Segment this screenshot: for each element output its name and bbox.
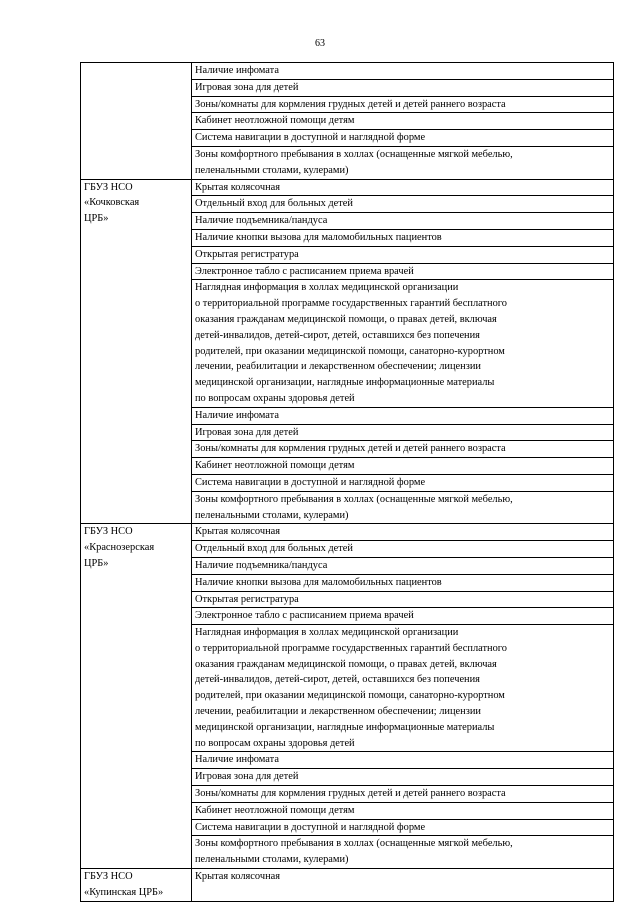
facility-item-cell <box>192 63 614 80</box>
facility-item-text: Крытая колясочная <box>195 526 281 538</box>
organization-name-line: ГБУЗ НСО <box>84 181 133 193</box>
facility-item-text: Открытая регистратура <box>195 248 299 260</box>
facility-item-text: Система навигации в доступной и наглядной форме <box>195 476 426 488</box>
facility-item-cell <box>192 229 614 246</box>
facility-item-text: оказания гражданам медицинской помощи, о правах детей, включая <box>195 313 497 325</box>
facility-item-cell <box>192 869 614 902</box>
organization-cell <box>81 179 192 524</box>
facilities-table-body <box>81 63 614 902</box>
facility-item-text: детей-инвалидов, детей-сирот, детей, оставшихся без попечения <box>195 674 480 686</box>
facility-item-text: Игровая зона для детей <box>195 771 299 783</box>
facility-item-text: Наглядная информация в холлах медицинской организации <box>195 627 459 639</box>
table-row <box>81 869 614 902</box>
facilities-table <box>80 62 614 902</box>
organization-name-line: ЦРБ» <box>84 557 109 569</box>
facility-item-text: Кабинет неотложной помощи детям <box>195 804 355 816</box>
facility-item-text: Электронное табло с расписанием приема врачей <box>195 610 414 622</box>
facility-item-cell <box>192 196 614 213</box>
facility-item-text: Наличие инфомата <box>195 65 279 76</box>
facility-item-cell <box>192 819 614 836</box>
facility-item-cell <box>192 625 614 752</box>
facility-item-cell <box>192 458 614 475</box>
facility-item-text: Зоны комфортного пребывания в холлах (оснащенные мягкой мебелью, <box>195 493 513 505</box>
facility-item-cell <box>192 79 614 96</box>
facility-item-text: Зоны/комнаты для кормления грудных детей и детей раннего возраста <box>195 788 506 800</box>
facility-item-text: пеленальными столами, кулерами) <box>195 164 349 176</box>
facility-item-cell <box>192 179 614 196</box>
facility-item-text: медицинской организации, наглядные информационные материалы <box>195 377 495 389</box>
facility-item-text: Кабинет неотложной помощи детям <box>195 115 355 127</box>
facility-item-text: Наличие кнопки вызова для маломобильных пациентов <box>195 576 442 588</box>
facility-item-cell <box>192 574 614 591</box>
facility-item-text: Крытая колясочная <box>195 181 281 193</box>
facility-item-text: оказания гражданам медицинской помощи, о правах детей, включая <box>195 658 497 670</box>
facility-item-text: Электронное табло с расписанием приема врачей <box>195 265 414 277</box>
facility-item-text: Зоны комфортного пребывания в холлах (оснащенные мягкой мебелью, <box>195 148 513 160</box>
table-row <box>81 63 614 80</box>
facility-item-text: родителей, при оказании медицинской помощи, санаторно-курортном <box>195 345 505 357</box>
facility-item-text: лечении, реабилитации и лекарственном обеспечении; лицензии <box>195 706 481 718</box>
organization-cell <box>81 524 192 869</box>
facility-item-text: Система навигации в доступной и наглядной форме <box>195 132 426 144</box>
facility-item-text: Зоны/комнаты для кормления грудных детей и детей раннего возраста <box>195 98 506 110</box>
organization-cell <box>81 869 192 902</box>
facility-item-text: о территориальной программе государственных гарантий бесплатного <box>195 298 507 310</box>
facility-item-text: пеленальными столами, кулерами) <box>195 854 349 866</box>
facility-item-text: Отдельный вход для больных детей <box>195 198 353 210</box>
organization-name-line: ГБУЗ НСО <box>84 871 133 883</box>
facility-item-text: Игровая зона для детей <box>195 81 299 93</box>
facility-item-text: Наглядная информация в холлах медицинской организации <box>195 282 459 294</box>
facility-item-text: медицинской организации, наглядные информационные материалы <box>195 721 495 733</box>
facility-item-cell <box>192 96 614 113</box>
organization-name-line: «Купинская ЦРБ» <box>84 886 164 898</box>
facility-item-text: лечении, реабилитации и лекарственном обеспечении; лицензии <box>195 361 481 373</box>
facility-item-text: Крытая колясочная <box>195 871 281 883</box>
facility-item-text: Система навигации в доступной и наглядной форме <box>195 821 426 833</box>
facility-item-cell <box>192 802 614 819</box>
organization-name-line: ГБУЗ НСО <box>84 526 133 538</box>
facility-item-text: Наличие кнопки вызова для маломобильных пациентов <box>195 231 442 243</box>
facility-item-cell <box>192 557 614 574</box>
facility-item-text: Наличие подъемника/пандуса <box>195 215 328 227</box>
facility-item-text: родителей, при оказании медицинской помощи, санаторно-курортном <box>195 690 505 702</box>
facility-item-text: пеленальными столами, кулерами) <box>195 509 349 521</box>
facility-item-text: Зоны/комнаты для кормления грудных детей и детей раннего возраста <box>195 443 506 455</box>
facility-item-text: Открытая регистратура <box>195 593 299 605</box>
facility-item-cell <box>192 280 614 407</box>
facility-item-cell <box>192 541 614 558</box>
facility-item-cell <box>192 491 614 524</box>
facility-item-cell <box>192 213 614 230</box>
page-number: 63 <box>315 38 325 49</box>
facility-item-cell <box>192 769 614 786</box>
facility-item-cell <box>192 608 614 625</box>
facility-item-cell <box>192 113 614 130</box>
facility-item-text: Наличие подъемника/пандуса <box>195 559 328 571</box>
facility-item-text: Зоны комфортного пребывания в холлах (оснащенные мягкой мебелью, <box>195 838 513 850</box>
facility-item-cell <box>192 130 614 147</box>
facility-item-cell <box>192 591 614 608</box>
facility-item-cell <box>192 424 614 441</box>
facility-item-text: о территориальной программе государственных гарантий бесплатного <box>195 642 507 654</box>
facility-item-cell <box>192 246 614 263</box>
facility-item-cell <box>192 146 614 179</box>
table-row <box>81 179 614 196</box>
facility-item-text: Отдельный вход для больных детей <box>195 543 353 555</box>
organization-name-line: ЦРБ» <box>84 213 109 225</box>
table-row <box>81 524 614 541</box>
facility-item-text: Игровая зона для детей <box>195 426 299 438</box>
facility-item-text: Наличие инфомата <box>195 754 279 766</box>
organization-name-line: «Кочковская <box>84 197 140 209</box>
facility-item-cell <box>192 407 614 424</box>
facility-item-text: Кабинет неотложной помощи детям <box>195 460 355 472</box>
facility-item-text: по вопросам охраны здоровья детей <box>195 392 355 404</box>
facility-item-cell <box>192 786 614 803</box>
organization-cell <box>81 63 192 180</box>
facility-item-cell <box>192 836 614 869</box>
facility-item-text: детей-инвалидов, детей-сирот, детей, оставшихся без попечения <box>195 329 480 341</box>
facility-item-text: по вопросам охраны здоровья детей <box>195 737 355 749</box>
facility-item-cell <box>192 752 614 769</box>
facility-item-cell <box>192 441 614 458</box>
facility-item-cell <box>192 474 614 491</box>
facility-item-text: Наличие инфомата <box>195 409 279 421</box>
facility-item-cell <box>192 524 614 541</box>
facility-item-cell <box>192 263 614 280</box>
organization-name-line: «Краснозерская <box>84 542 155 554</box>
